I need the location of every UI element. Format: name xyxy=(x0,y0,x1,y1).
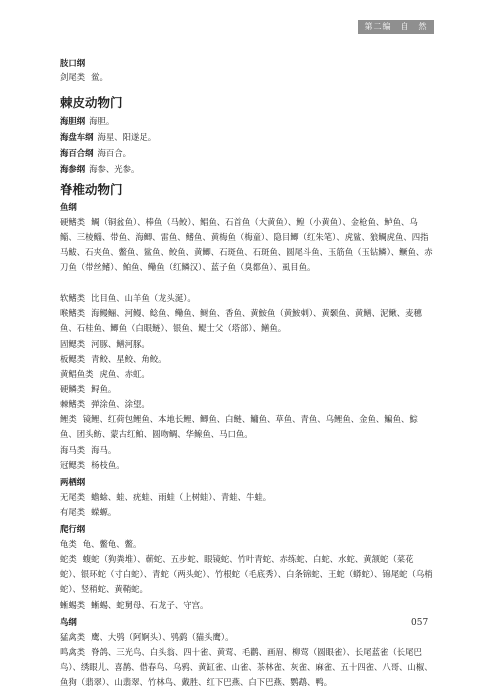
entry-items: 杨枝鱼。 xyxy=(91,460,125,470)
entry-xiyi xyxy=(60,598,434,613)
entry-name: 冠鳃类 xyxy=(60,460,86,470)
entry-haishen xyxy=(60,162,434,177)
entry-name: 海参纲 xyxy=(60,164,86,174)
entry-jiqi xyxy=(60,397,434,412)
entry-items: 比目鱼、山羊鱼（龙头涎）。 xyxy=(91,293,196,303)
entry-name: 板鳃类 xyxy=(60,354,86,364)
entry-items: 龟、鳖龟、鳖。 xyxy=(82,539,142,549)
entry-name: 棘鳍类 xyxy=(60,399,86,409)
entry-items: 河豚、鳝河豚。 xyxy=(91,339,150,349)
entry-jianwei xyxy=(60,70,434,85)
entry-items: 鲟鱼。 xyxy=(91,384,117,394)
phylum-heading-jizhui: 脊椎动物门 xyxy=(60,182,123,197)
entry-haidan xyxy=(60,114,434,129)
entry-name: 海胆纲 xyxy=(60,116,86,126)
entry-items: 海参、光参。 xyxy=(89,164,140,174)
entry-houqi xyxy=(60,306,434,336)
class-heading-paxing: 爬行纲 xyxy=(60,524,86,534)
class-heading-niao: 鸟纲 xyxy=(60,617,77,627)
entry-items: 蝮蛇（狗粪堆）、蕲蛇、五步蛇、眼镜蛇、竹叶青蛇、赤练蛇、白蛇、水蛇、黄颔蛇（菜花蛇）、银环蛇（寸白蛇）、青蛇（两头蛇）、竹根蛇（毛底秀）、白条锦蛇、王蛇（蟒蛇）、锦尾蛇（乌梢蛇）、竖稍蛇、黄鞘蛇。 xyxy=(60,554,433,594)
entry-name: 蜥蜴类 xyxy=(60,600,86,610)
entry-li xyxy=(60,412,434,442)
entry-name: 鸣禽类 xyxy=(60,647,86,657)
class-heading-liangqi: 两栖纲 xyxy=(60,477,86,487)
entry-name: 固鳃类 xyxy=(60,339,86,349)
entry-items: 脊鸽、三光鸟、白头翁、四十雀、黄莺、毛鹳、画眉、柳莺（圆眼雀）、长尾蓝雀（长尾巴鸟）、绣眼儿、喜鹊、借春鸟、乌鸦、黄缸雀、山雀、茶林雀、灰雀、麻雀、五十四雀、八哥、山椒、鱼狗（翡翠）、山翡翠、竹林鸟、戴胜、红下巴燕、白下巴燕、鹦鹉、鸭。 xyxy=(60,647,433,687)
entry-items: 蜥蜴、蛇舅母、石龙子、守宫。 xyxy=(91,600,209,610)
entry-name: 剑尾类 xyxy=(60,72,86,82)
chapter-header: 第二编 自 然 xyxy=(358,20,434,34)
entry-youwei xyxy=(60,505,434,520)
class-heading-fukou: 肢口纲 xyxy=(60,58,86,68)
phylum-heading-jipi: 棘皮动物门 xyxy=(60,95,123,110)
class-heading-yu: 鱼纲 xyxy=(60,202,77,212)
entry-name: 硬鳞类 xyxy=(60,384,86,394)
entry-huangji xyxy=(60,367,434,382)
entry-name: 海马类 xyxy=(60,445,86,455)
entry-yinggu xyxy=(60,215,434,275)
page-number: 057 xyxy=(411,618,429,628)
entry-name: 蛇类 xyxy=(60,554,77,564)
entry-items: 海星、阳遂足。 xyxy=(97,132,157,142)
entry-items: 镜鲤、红荷包鲤鱼、本地长鲤、鲫鱼、白鲢、鳙鱼、草鱼、青鱼、乌鲤鱼、金鱼、鳊鱼、鯮鱼、团头鲂、蒙古红鲌、圆吻鲷、华鳈鱼、马口鱼。 xyxy=(60,414,418,439)
entry-wuwei xyxy=(60,490,434,505)
entry-mingqin xyxy=(60,645,434,690)
entry-items: 鹰、大鸮（阿婀头）、鸮鹞（猫头鹰）。 xyxy=(91,632,234,642)
entry-name: 鲤类 xyxy=(60,414,77,424)
entry-gui xyxy=(60,537,434,552)
entry-items: 青鲛、星鲛、角鲛。 xyxy=(91,354,167,364)
entry-name: 龟类 xyxy=(60,539,77,549)
entry-name: 海盘车纲 xyxy=(60,132,94,142)
entry-haipan xyxy=(60,130,434,145)
entry-haima xyxy=(60,443,434,458)
entry-items: 海马。 xyxy=(91,445,117,455)
entry-name: 黄鲳鱼类 xyxy=(60,369,94,379)
entry-name: 硬鳍类 xyxy=(60,217,86,227)
entry-items: 海鳗鲡、河鳗、鲶鱼、鳓鱼、鲥鱼、香鱼、黄鮟鱼（黄鮟刺）、黄颡鱼、黄鳝、泥鳅、麦穗鱼、石桂鱼、鲫鱼（白眼鲢）、银鱼、鳀士父（塔部）、鳝鱼。 xyxy=(60,308,422,333)
entry-name: 海百合纲 xyxy=(60,148,94,158)
entry-items: 蝾螈。 xyxy=(91,507,117,517)
entry-name: 无尾类 xyxy=(60,492,86,502)
entry-gusai xyxy=(60,337,434,352)
entry-she xyxy=(60,552,434,597)
entry-name: 喉鳍类 xyxy=(60,308,86,318)
entry-items: 海百合。 xyxy=(97,148,131,158)
entry-items: 鲎。 xyxy=(91,72,108,82)
entry-yinglin xyxy=(60,382,434,397)
entry-items: 海胆。 xyxy=(89,116,115,126)
entry-items: 鲷（铜盆鱼）、棒鱼（马鲛）、鲳鱼、石首鱼（大黄鱼）、鳇（小黄鱼）、金枪鱼、鲈鱼、乌鲻、三棱鲻、带鱼、海鲫、雷鱼、鳍鱼、黄梅鱼（梅童）、隐目鲫（红朱笔）、虎鲨、狼鲷虎鱼、四指马鲅、石夹鱼、鳖鱼、鲨鱼、鲛鱼、黄鲫、石斑鱼、石斑鱼、圆尾斗鱼、玉筋鱼（玉钻鳞）、鳜鱼、赤刀鱼（带丝鳍）、鲌鱼、鳓鱼（红鳞汉）、蓝子鱼（臭都鱼）、虱目鱼。 xyxy=(60,217,433,272)
entry-items: 蟾蜍、蛙、疣蛙、雨蛙（上树蛙）、青蛙、牛蛙。 xyxy=(91,492,272,502)
entry-name: 软鳍类 xyxy=(60,293,86,303)
entry-name: 有尾类 xyxy=(60,507,86,517)
entry-ruanqi xyxy=(60,291,434,306)
entry-items: 虎鱼、赤虹。 xyxy=(99,369,150,379)
entry-banqi xyxy=(60,352,434,367)
entry-guangsai xyxy=(60,458,434,473)
entry-items: 弹涂鱼、涂望。 xyxy=(91,399,150,409)
entry-haibaihe xyxy=(60,146,434,161)
entry-name: 猛禽类 xyxy=(60,632,86,642)
entry-mengqin xyxy=(60,630,434,645)
